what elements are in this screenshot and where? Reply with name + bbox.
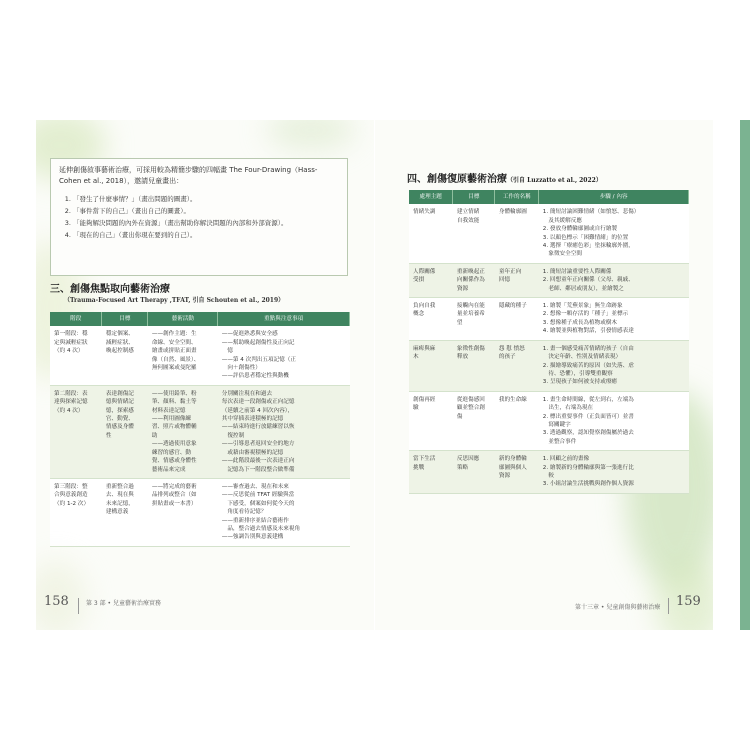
table-cell [218,326,350,385]
column-header: 步驟 / 內容 [539,190,689,204]
cell-line: 1. 畫一個感受痛苦情緒的孩子（自由 [542,345,634,352]
cell-line: 每次表達一段創傷或正向記憶 [221,399,295,406]
cell-line: 藝術品來完成 [151,466,186,473]
cell-line: 練習的感官、動 [151,449,192,456]
cell-line: ——引導患者返回安全的地方 [221,441,295,448]
cell-line: 待、恐懼），引導雙重觀察 [542,370,613,377]
cell-line: 向關係作為 [456,277,485,284]
cell-line: （約 4 次） [54,348,84,355]
cell-line: ——結束時進行放鬆練習以恢 [221,424,295,431]
cell-line: 從進傷感回 [456,396,485,403]
table-cell [539,451,689,494]
cell-line: 第二階段：表 [54,390,88,397]
cell-line: 童年正向 [498,268,522,275]
table-cell [50,385,102,478]
cell-line: ——幫助喚起創傷性及正向記 [221,339,295,346]
column-header: 階段 [50,312,102,326]
cell-line: 記憶為下一階段整合做準備 [221,466,295,473]
table-cell [409,391,453,450]
table-cell [102,385,148,478]
cell-line: 表達創傷記 [105,390,134,397]
cell-line: 3. 想像種子成長為植物或樹木 [542,319,618,326]
page-number: 159 [676,594,701,609]
footer-divider [668,598,669,614]
cell-line: 合與意義創造 [54,492,88,499]
section-title [407,170,602,185]
cell-line: 反思因應 [456,456,480,463]
cell-line: 2. 想像一顆存活的「種子」並標示 [542,311,629,318]
cell-line: 減輕症狀、 [105,339,134,346]
cell-line: 3. 以顏色標示「困難情緒」的位置 [542,234,629,241]
callout-intro: 延伸創傷敘事藝術治療，可採用較為精簡步驟的四幅畫 The Four-Drawing（Hass-Cohen et al., 2018），邀請兒童畫出： [59,166,318,185]
cell-line: 接觸內在能 [456,303,485,310]
cell-line: 木 [413,354,419,361]
table-cell [495,298,539,341]
table-row [50,326,350,385]
cell-line: 1. 簡短討論重要性人際關係 [542,268,612,275]
cell-line: 麻痺與麻 [413,345,436,352]
cell-line: 筆、顏料、黏土等 [151,399,197,406]
table-cell [453,391,495,450]
table-cell [539,340,689,391]
table-cell [50,326,102,385]
cell-line: 情感及身體 [105,424,134,431]
cell-line: 助 [151,432,158,439]
table-cell [148,478,218,546]
callout-item: 4. 「現在的自己」（畫出你現在要到的自己）。 [73,229,339,241]
cell-line: 怨 懟 憤怒 [498,345,525,352]
cell-line: 象徵性創傷 [456,345,485,352]
cell-line: 2. 標出重要事件（正負面皆可）並書 [542,413,634,420]
column-header: 工作的名稱 [495,190,539,204]
cell-line: ——促進熟悉與安全感 [221,331,278,338]
cell-line: ——評估患者穩定性與動機 [221,373,289,380]
left-page [36,120,374,630]
cell-line: 第一階段：穩 [54,331,88,338]
table-cell [495,263,539,297]
recovery-table [409,190,689,494]
cell-line: 3. 透過觀察，認知覺察創傷屬於過去 [542,430,634,437]
cell-line: 1. 畫生命時間線，從左到右，左端為 [542,396,634,403]
section-title-text: 四、創傷復原藝術治療 [407,174,507,185]
cell-line: 習、照片或物體輔 [151,424,197,431]
column-header: 藝術活動 [148,312,218,326]
table-row [409,451,689,494]
cell-line: 品排列或整合（如 [151,492,197,499]
cell-line: 受損 [413,277,425,284]
cell-line: 決定年齡、性別及情緒表現） [542,354,622,361]
cell-line: 創傷再經 [413,396,436,403]
cell-line: 2. 回想童年正向關係（父母、親戚、 [542,277,634,284]
footer-text: 第 3 部 • 兒童藝術治療實務 [86,600,161,607]
cell-line: 憶，探索感 [105,407,134,414]
cell-line: ——使用鉛筆、粉 [151,390,197,397]
table-cell [102,326,148,385]
callout-item: 1. 「發生了什麼事情？」（畫出問題的圖畫）。 [73,193,339,205]
table-cell [495,451,539,494]
table-cell [409,204,453,263]
cell-line: 拼貼畫或一本書） [151,500,197,507]
table-cell [218,478,350,546]
cell-line: 新的身體輪 [498,456,527,463]
cell-line: 2. 繪製新的身體輪廓與第一張進行比 [542,464,634,471]
table-header-row [409,190,689,204]
table-row [409,263,689,297]
footer-text: 第十三章 • 兒童創傷與藝術治療 [575,604,661,611]
table-cell [539,204,689,263]
cell-line: 3. 呈現孩子如何被支持或療癒 [542,379,618,386]
cell-line: 憶 [221,348,233,355]
table-row [50,478,350,546]
cell-line: 官、動覺、 [105,416,134,423]
cell-line: 喚起控制感 [105,348,134,355]
cell-line: 分別關注現在和過去 [221,390,273,397]
cell-line: （約 1-2 次） [54,500,90,507]
cell-line: 重新喚起正 [456,268,485,275]
cell-line: 出生，右端為現在 [542,405,594,412]
cell-line: 資源 [456,285,469,292]
column-header: 目標 [102,312,148,326]
cell-line: 顧並整合創 [456,405,485,412]
table-cell [495,340,539,391]
cell-line: 覺、情感或身體性 [151,458,197,465]
cell-line: 品，整合過去情感及未來視角 [221,525,301,532]
cell-line: 身體輪廓圖 [498,209,527,216]
table-cell [50,478,102,546]
table-cell [453,451,495,494]
table-header-row [50,312,350,326]
cell-line: 4. 選擇「療癒色彩」塗抹輪廓外圍， [542,243,634,250]
callout-list [59,193,339,241]
cell-line: ——此階段最後一次表達正向 [221,458,295,465]
cell-line: 較 [542,472,554,479]
table-cell [453,298,495,341]
table-cell [539,298,689,341]
cell-line: 3. 小組討論生活挑戰與創作個人資源 [542,481,634,488]
section-subtitle: （引自 Luzzatto et al., 2022） [507,177,602,184]
table-cell [495,204,539,263]
tfat-table [50,312,350,547]
cell-line: 角度看待記憶？ [221,509,267,516]
cell-line: 並整合事件 [542,438,577,445]
table-cell [539,263,689,297]
cell-line: 憶與情緒記 [105,399,134,406]
cell-line: ——透過使用意象 [151,441,197,448]
cell-line: 建立情緒 [456,209,480,216]
table-row [409,391,689,450]
table-cell [495,391,539,450]
cell-line: 人際關係 [413,268,436,275]
table-cell [453,263,495,297]
table-cell [102,478,148,546]
cell-line: 達與探索記憶 [54,399,88,406]
cell-line: 4. 繪製並與植物對話，引發情感表達 [542,328,634,335]
cell-line: ——第 4 次判出五項記憶（正 [221,356,296,363]
table-cell [539,391,689,450]
table-cell [409,298,453,341]
cell-line: 1. 回顧之前的畫像 [542,456,590,463]
table-row [50,385,350,478]
table-row [409,340,689,391]
cell-line: 及其緩解反應 [542,217,582,224]
table-cell [148,326,218,385]
column-header: 目標 [453,190,495,204]
four-drawing-callout [50,158,348,276]
cell-line: 象徵安全空間 [542,251,582,258]
cell-line: 穩定個案、 [105,331,134,338]
cell-line: 下感受，個案如何從今天的 [221,500,295,507]
table-cell [453,340,495,391]
cell-line: 2. 發放身體輪廓圖或自行繪製 [542,226,618,233]
cell-line: 2. 描繪導致痛苦的原因（如失落、虐 [542,362,634,369]
cell-line: 寫關鍵字 [542,421,571,428]
section-subtitle: （Trauma-Focused Art Therapy ,TFAT, 引自 Schouten et al., 2019） [64,297,285,304]
cell-line: 的孩子 [498,354,516,361]
cell-line: 策略 [456,464,469,471]
cell-line: 建構意義 [105,509,129,516]
footer-divider [78,598,79,614]
cell-line: （約 4 次） [54,407,84,414]
table-cell [218,385,350,478]
cell-line: 釋放 [456,354,469,361]
cell-line: ——反思從前 TFAT 經驗與當 [221,492,295,499]
cell-line: 量並培養希 [456,311,485,318]
section-title: 三、創傷焦點取向藝術治療 [50,284,170,295]
column-header: 處理主題 [409,190,453,204]
table-row [409,204,689,263]
cell-line: 當下生活 [413,456,436,463]
cell-line: 繪畫或拼貼正面畫 [151,348,197,355]
cell-line: 資源 [498,472,511,479]
cell-line: 1. 繪製「荒蕪景象」無生命跡象 [542,303,623,310]
cell-line: 我的生命線 [498,396,527,403]
cell-line: 材料表達記憶 [151,407,186,414]
cell-line: 像（自然、風景）、 [151,356,200,363]
cell-line: 廓圖與個人 [498,464,527,471]
cell-line: 情緒失調 [413,209,436,216]
cell-line: 無何圖案或曼陀羅 [151,365,197,372]
cell-line: 定與減輕症狀 [54,339,88,346]
table-cell [409,451,453,494]
page-edge-tab [740,120,750,630]
cell-line: 復控制 [221,432,245,439]
cell-line: 未來記憶， [105,500,134,507]
cell-line: 或藉由審視積極的記憶 [221,449,284,456]
cell-line: 負向自我 [413,303,436,310]
table-cell [409,263,453,297]
cell-line: ——將完成的藝術 [151,483,197,490]
cell-line: 性 [105,432,112,439]
cell-line: ——利用圖像練 [151,416,192,423]
cell-line: 老師、鄰居或朋友），並繪製之 [542,285,624,292]
cell-line: ——審查過去、現在和未來 [221,483,289,490]
table-cell [453,204,495,263]
column-header: 重點與注意事項 [218,312,350,326]
cell-line: 重新整合過 [105,483,134,490]
cell-line: 向＋創傷性） [221,365,261,372]
table-cell [148,385,218,478]
cell-line: 回憶 [498,277,511,284]
cell-line: 1. 簡短討論困難情緒（如憤怒、悲傷） [542,209,640,216]
cell-line: 隱藏的種子 [498,303,527,310]
right-page [375,120,713,630]
table-cell [409,340,453,391]
cell-line: 驗 [413,405,419,412]
cell-line: ——強調告別與意義建構 [221,534,284,541]
callout-item: 2. 「事件當下的自己」（畫出自己的圖畫）。 [73,205,339,217]
cell-line: 命線、安全空間、 [151,339,197,346]
cell-line: 第三階段：整 [54,483,88,490]
cell-line: 其中穿插表達積極的記憶 [221,416,284,423]
cell-line: 望 [456,319,463,326]
callout-item: 3. 「能夠解決問題的內外在資源」（畫出幫助你解決問題的內部和外部資源）。 [73,217,339,229]
cell-line: ——創作主題：生 [151,331,197,338]
cell-line: 概念 [413,311,425,318]
cell-line: ——重新排序並結合藝術作 [221,517,289,524]
cell-line: 去、現在與 [105,492,134,499]
watercolor-wash [266,120,356,150]
cell-line: 挑戰 [413,464,425,471]
cell-line: 自我效能 [456,217,480,224]
page-number: 158 [44,594,69,609]
cell-line: （延續之前第 4 回次內容）， [221,407,294,414]
table-row [409,298,689,341]
cell-line: 傷 [456,413,463,420]
